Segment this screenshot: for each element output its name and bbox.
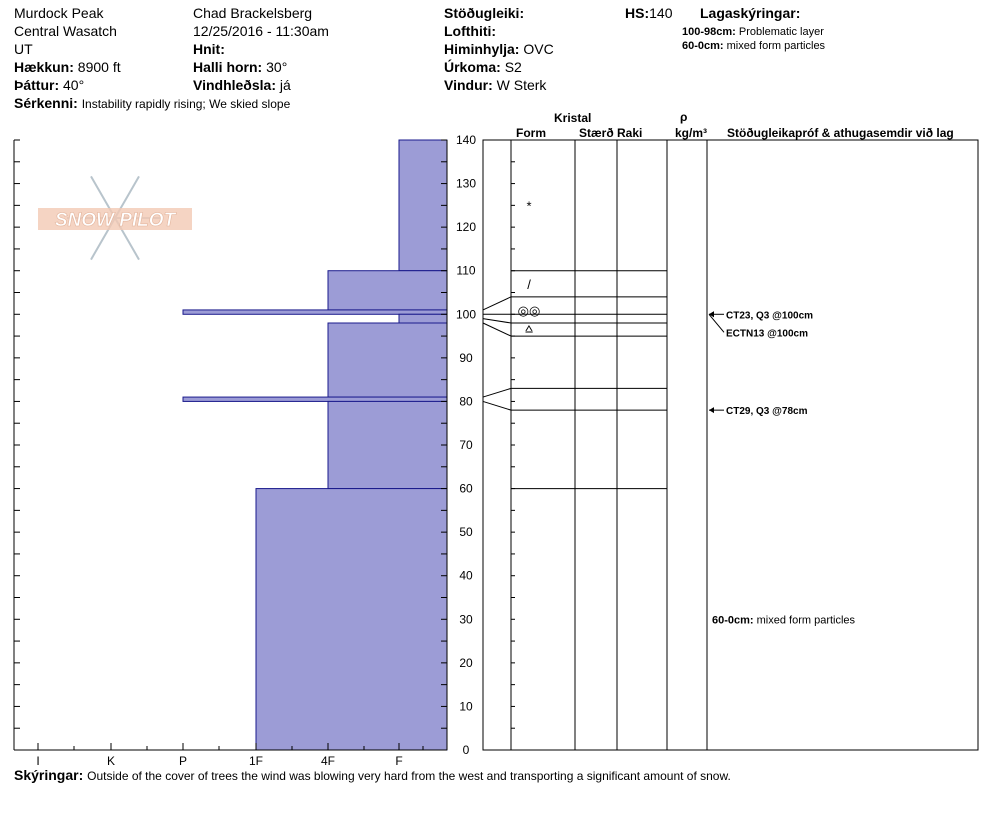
y-tick-label: 20 [459, 655, 473, 670]
hardness-bar [328, 401, 447, 488]
hardness-bar [328, 323, 447, 397]
x-tick-label: K [106, 754, 116, 768]
wind-value: W Sterk [496, 77, 547, 93]
density-unit: kg/m³ [675, 126, 708, 140]
wind-loading-label: Vindhleðsla: [193, 77, 276, 93]
layer-connector [483, 401, 511, 410]
layer-table-frame [483, 140, 978, 750]
precip-label: Úrkoma: [444, 59, 501, 75]
stability-label: Stöðugleiki: [444, 5, 525, 21]
y-tick-label: 50 [459, 525, 473, 540]
x-tick-label: 4F [320, 754, 336, 768]
grain-form-symbol: ⩟ [525, 320, 533, 336]
hardness-bar [328, 271, 447, 310]
slope-label: Halli horn: [193, 59, 263, 75]
layer-connector [483, 323, 511, 336]
notes-value: Outside of the cover of trees the wind was blowing very hard from the west and transporting a significant amount of snow. [87, 769, 731, 783]
air-temp-label: Lofthiti: [444, 23, 497, 39]
hs-label: HS: [625, 5, 650, 21]
y-tick-label: 70 [459, 438, 473, 452]
crystal-header: Kristal [554, 111, 592, 125]
layer-note-text: mixed form particles [726, 40, 826, 52]
layer-connector [483, 388, 511, 397]
layer-note-range: 100-98cm: [682, 26, 736, 38]
hs-value: 140 [649, 5, 673, 21]
density-symbol: ρ [680, 110, 688, 124]
sky-label: Himinhylja: [444, 41, 520, 57]
form-header: Form [516, 126, 546, 140]
y-tick-label: 40 [459, 568, 473, 583]
stability-test-label: ECTN13 @100cm [726, 328, 809, 340]
stability-test-label: CT29, Q3 @78cm [726, 406, 808, 418]
layer-note-range: 60-0cm: [682, 40, 724, 52]
features-label: Sérkenni: [14, 95, 78, 111]
layer-connector [483, 319, 511, 323]
hardness-bar [256, 489, 447, 750]
state: UT [14, 41, 33, 57]
grain-form-symbol: * [526, 198, 532, 214]
mountain-range: Central Wasatch [14, 23, 117, 39]
y-tick-label: 30 [459, 612, 473, 627]
hardness-bar [399, 314, 447, 323]
observer-name: Chad Brackelsberg [193, 5, 313, 21]
hardness-bar [399, 140, 447, 271]
y-tick-label: 10 [459, 699, 473, 714]
layer-comment [712, 614, 856, 626]
x-tick-label: 1F [248, 754, 264, 768]
y-tick-label: 130 [455, 176, 477, 191]
y-tick-label: 100 [455, 307, 477, 322]
y-tick-label: 120 [455, 220, 477, 235]
hardness-bar [183, 397, 447, 401]
y-tick-label: 90 [459, 350, 473, 365]
features-value: Instability rapidly rising; We skied slope [81, 97, 291, 111]
layer-note-text: Problematic layer [738, 26, 824, 38]
hardness-bar [183, 310, 447, 314]
wind-loading-value: já [279, 77, 291, 93]
stability-test-label: CT23, Q3 @100cm [726, 310, 814, 322]
y-tick-label: 140 [455, 133, 477, 147]
tests-header: Stöðugleikapróf & athugasemdir við lag [727, 126, 954, 140]
x-tick-label: F [395, 754, 403, 768]
test-arrow-head [709, 311, 714, 317]
coords-label: Hnit: [193, 41, 225, 57]
observation-datetime: 12/25/2016 - 11:30am [193, 23, 329, 39]
test-arrow [709, 314, 724, 332]
slope-value: 30° [266, 59, 288, 75]
grain-form-symbol: ◎◎ [517, 302, 541, 318]
size-header: Stærð [579, 126, 614, 140]
layer-connector [483, 297, 511, 310]
y-tick-label: 60 [459, 481, 473, 496]
logo-text: SNOW PILOT [54, 210, 176, 231]
layer-comment-range: 60-0cm: [712, 614, 754, 627]
moisture-header: Raki [617, 126, 643, 140]
y-tick-label: 0 [462, 743, 470, 757]
grain-form-symbol: / [527, 276, 531, 292]
y-tick-label: 80 [459, 394, 473, 409]
location-name: Murdock Peak [14, 5, 104, 21]
layer-notes-label: Lagaskýringar: [700, 5, 801, 21]
aspect-value: 40° [63, 77, 85, 93]
wind-label: Vindur: [444, 77, 493, 93]
y-tick-label: 110 [456, 263, 476, 278]
notes-label: Skýringar: [14, 767, 84, 783]
test-arrow-head [709, 407, 714, 413]
aspect-label: Þáttur: [14, 77, 60, 93]
precip-value: S2 [504, 59, 522, 75]
notes [14, 767, 731, 784]
sky-value: OVC [523, 41, 554, 57]
layer-comment-text: mixed form particles [753, 614, 856, 627]
elevation-label: Hækkun: [14, 59, 74, 75]
elevation-value: 8900 ft [77, 59, 121, 75]
x-tick-label: P [178, 754, 188, 768]
x-tick-label: I [36, 754, 40, 768]
